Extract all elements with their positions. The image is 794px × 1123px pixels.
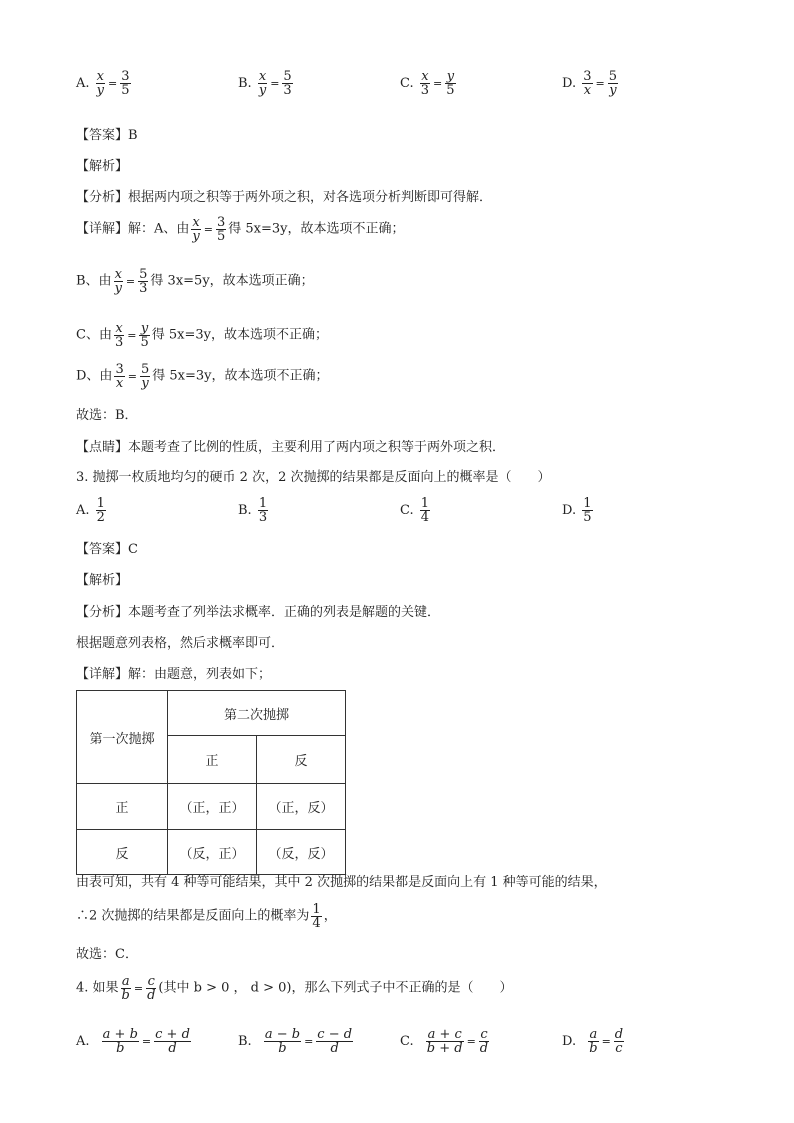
q3-conclusion-1: 由表可知，共有 4 种等可能结果，其中 2 次抛掷的结果都是反面向上有 1 种等可能的结果， <box>76 875 607 890</box>
denominator: x <box>583 83 592 98</box>
option-label: B. <box>238 76 252 91</box>
numerator: y <box>446 69 455 84</box>
fraction <box>282 70 292 97</box>
text: 【详解】解：A、由 <box>76 221 190 237</box>
denominator: 5 <box>140 335 149 350</box>
option-label: B. <box>238 503 252 518</box>
fraction <box>264 1028 301 1055</box>
option-label: D. <box>562 503 577 518</box>
table-cell: （反，正） <box>168 830 257 875</box>
q2-detail-c <box>76 322 328 349</box>
text: D、由 <box>76 368 113 384</box>
equals-sign: = <box>127 328 137 342</box>
q2-detail-a <box>76 216 405 243</box>
denominator: 5 <box>583 510 592 525</box>
numerator: a + c <box>427 1027 462 1042</box>
q3-method: 根据题意列表格，然后求概率即可． <box>76 636 285 651</box>
fraction <box>216 216 226 243</box>
denominator: b <box>278 1041 287 1056</box>
q3-conclusion-2 <box>76 903 337 930</box>
q2-option-b[interactable] <box>238 70 295 97</box>
equals-sign: = <box>133 981 144 995</box>
denominator: 2 <box>96 510 105 525</box>
denominator: d <box>330 1041 339 1056</box>
q2-answer: 【答案】B <box>76 128 138 143</box>
option-label: C. <box>400 76 414 91</box>
numerator: a <box>121 974 130 989</box>
fraction <box>96 70 105 97</box>
q3-stem: 3. 抛掷一枚质地均匀的硬币 2 次，2 次抛掷的结果都是反面向上的概率是（ ） <box>76 470 551 485</box>
denominator: b <box>589 1041 598 1056</box>
equals-sign: = <box>433 77 443 90</box>
table-cell: （反，反） <box>257 830 346 875</box>
text: 4. 如果 <box>76 980 119 996</box>
q4-option-d[interactable] <box>562 1028 626 1055</box>
denominator: d <box>168 1041 177 1056</box>
denominator: b <box>121 988 130 1003</box>
option-label: C. <box>400 503 414 518</box>
denominator: 3 <box>258 510 268 525</box>
equals-sign: = <box>141 1035 152 1048</box>
option-label: A. <box>76 76 90 91</box>
fraction <box>258 497 268 524</box>
fraction <box>614 1028 624 1055</box>
fraction <box>479 1028 489 1055</box>
text: (其中 b > 0 ， d > 0)，那么下列式子中不正确的是（ ） <box>158 980 513 996</box>
q3-option-c[interactable] <box>400 497 432 524</box>
fraction <box>121 975 131 1002</box>
numerator: 5 <box>140 362 150 377</box>
q4-option-a[interactable] <box>76 1028 193 1055</box>
denominator: 3 <box>139 281 148 296</box>
fraction <box>138 268 148 295</box>
q3-fenxi: 【分析】本题考查了列举法求概率．正确的列表是解题的关键． <box>76 605 441 620</box>
text: 得 5x=3y，故本选项不正确； <box>228 221 405 237</box>
probability-table <box>76 690 346 875</box>
table-cell: （正，反） <box>257 784 346 830</box>
table-col-label: 正 <box>168 736 257 784</box>
numerator: c <box>147 974 155 989</box>
numerator: x <box>96 69 105 84</box>
q4-option-c[interactable] <box>400 1028 491 1055</box>
numerator: d <box>614 1027 624 1042</box>
denominator: 4 <box>312 916 321 931</box>
q2-option-a[interactable] <box>76 70 133 97</box>
denominator: c <box>615 1041 623 1056</box>
text: 得 3x=5y，故本选项正确； <box>150 273 314 289</box>
text: ， <box>323 908 337 924</box>
equals-sign: = <box>270 77 280 90</box>
q4-stem <box>76 975 512 1002</box>
equals-sign: = <box>304 1035 314 1048</box>
numerator: 5 <box>139 267 148 282</box>
option-label: B. <box>238 1034 252 1049</box>
numerator: x <box>258 69 267 84</box>
denominator: 3 <box>283 83 292 98</box>
numerator: 1 <box>420 496 430 511</box>
denominator: d <box>147 988 156 1003</box>
table-row-header: 第一次抛掷 <box>77 691 168 784</box>
fraction <box>140 363 150 390</box>
q3-answer: 【答案】C <box>76 542 138 557</box>
numerator: 3 <box>121 69 130 84</box>
numerator: x <box>114 267 122 282</box>
numerator: a + b <box>102 1027 138 1042</box>
fraction <box>588 1028 598 1055</box>
equals-sign: = <box>125 274 136 288</box>
q4-option-b[interactable] <box>238 1028 355 1055</box>
table-col-label: 反 <box>257 736 346 784</box>
q2-choose: 故选：B． <box>76 408 138 423</box>
denominator: 3 <box>114 335 124 350</box>
option-label: A. <box>76 503 90 518</box>
numerator: a − b <box>264 1027 301 1042</box>
numerator: c − d <box>317 1027 353 1042</box>
fraction <box>582 70 592 97</box>
q2-fenxi: 【分析】根据两内项之积等于两外项之积，对各选项分析判断即可得解． <box>76 190 493 205</box>
q2-option-c[interactable] <box>400 70 458 97</box>
numerator: 1 <box>258 496 268 511</box>
fraction <box>582 497 592 524</box>
fraction <box>426 1028 464 1055</box>
denominator: 5 <box>121 83 130 98</box>
denominator: x <box>115 376 124 391</box>
fraction <box>445 70 455 97</box>
option-label: C. <box>400 1034 414 1049</box>
table-col-header: 第二次抛掷 <box>168 691 346 736</box>
table-row-label: 反 <box>77 830 168 875</box>
fraction <box>191 216 200 243</box>
fraction <box>258 70 267 97</box>
numerator: c + d <box>155 1027 190 1042</box>
equals-sign: = <box>601 1035 611 1048</box>
equals-sign: = <box>466 1035 476 1048</box>
fraction <box>420 497 430 524</box>
fraction <box>139 322 149 349</box>
q3-detail: 【详解】解：由题意，列表如下； <box>76 667 272 682</box>
table-row <box>77 784 346 830</box>
numerator: 1 <box>312 902 321 917</box>
option-label: D. <box>562 76 577 91</box>
q2-dianjing: 【点睛】本题考查了比例的性质，主要利用了两内项之积等于两外项之积． <box>76 440 506 455</box>
text: 得 5x=3y，故本选项不正确； <box>152 368 329 384</box>
text: 得 5x=3y，故本选项不正确； <box>151 327 328 343</box>
option-label: D. <box>562 1034 577 1049</box>
table-row-label: 正 <box>77 784 168 830</box>
denominator: 5 <box>216 229 226 244</box>
fraction <box>154 1028 191 1055</box>
text: B、由 <box>76 273 112 289</box>
q2-detail-b <box>76 268 314 295</box>
numerator: c <box>480 1027 488 1042</box>
numerator: x <box>421 69 429 84</box>
table-cell: （正，正） <box>168 784 257 830</box>
q3-choose: 故选：C． <box>76 947 138 962</box>
fraction <box>102 1028 139 1055</box>
fraction <box>316 1028 353 1055</box>
q2-option-d[interactable] <box>562 70 620 97</box>
numerator: 5 <box>283 69 292 84</box>
denominator: y <box>114 281 122 296</box>
q2-analysis-heading: 【解析】 <box>76 159 129 174</box>
denominator: d <box>479 1041 489 1056</box>
fraction <box>311 903 321 930</box>
denominator: b + d <box>426 1041 463 1056</box>
numerator: 3 <box>583 69 592 84</box>
option-label: A. <box>76 1034 90 1049</box>
fraction <box>114 268 123 295</box>
denominator: y <box>96 83 105 98</box>
q2-detail-d <box>76 363 328 390</box>
q3-option-d[interactable] <box>562 497 595 524</box>
denominator: y <box>141 376 149 391</box>
numerator: a <box>589 1027 598 1042</box>
fraction <box>96 497 106 524</box>
numerator: x <box>192 215 200 230</box>
denominator: y <box>609 83 617 98</box>
denominator: 4 <box>420 510 430 525</box>
text: ∴2 次抛掷的结果都是反面向上的概率为 <box>76 908 310 924</box>
numerator: 5 <box>608 69 618 84</box>
numerator: 3 <box>115 362 124 377</box>
numerator: 3 <box>216 215 226 230</box>
fraction <box>120 70 130 97</box>
numerator: 1 <box>583 496 592 511</box>
denominator: 5 <box>446 83 455 98</box>
fraction <box>420 70 430 97</box>
text: C、由 <box>76 327 112 343</box>
numerator: x <box>115 321 123 336</box>
equals-sign: = <box>108 77 118 90</box>
denominator: b <box>116 1041 125 1056</box>
equals-sign: = <box>595 77 605 90</box>
denominator: 3 <box>420 83 430 98</box>
table-row <box>77 830 346 875</box>
equals-sign: = <box>127 369 137 383</box>
fraction <box>608 70 618 97</box>
fraction <box>146 975 156 1002</box>
denominator: y <box>192 229 200 244</box>
q3-option-b[interactable] <box>238 497 270 524</box>
equals-sign: = <box>203 222 213 236</box>
numerator: y <box>140 321 149 336</box>
fraction <box>114 322 124 349</box>
q3-analysis-heading: 【解析】 <box>76 573 129 588</box>
fraction <box>114 363 124 390</box>
denominator: y <box>258 83 267 98</box>
q3-option-a[interactable] <box>76 497 108 524</box>
numerator: 1 <box>96 496 105 511</box>
